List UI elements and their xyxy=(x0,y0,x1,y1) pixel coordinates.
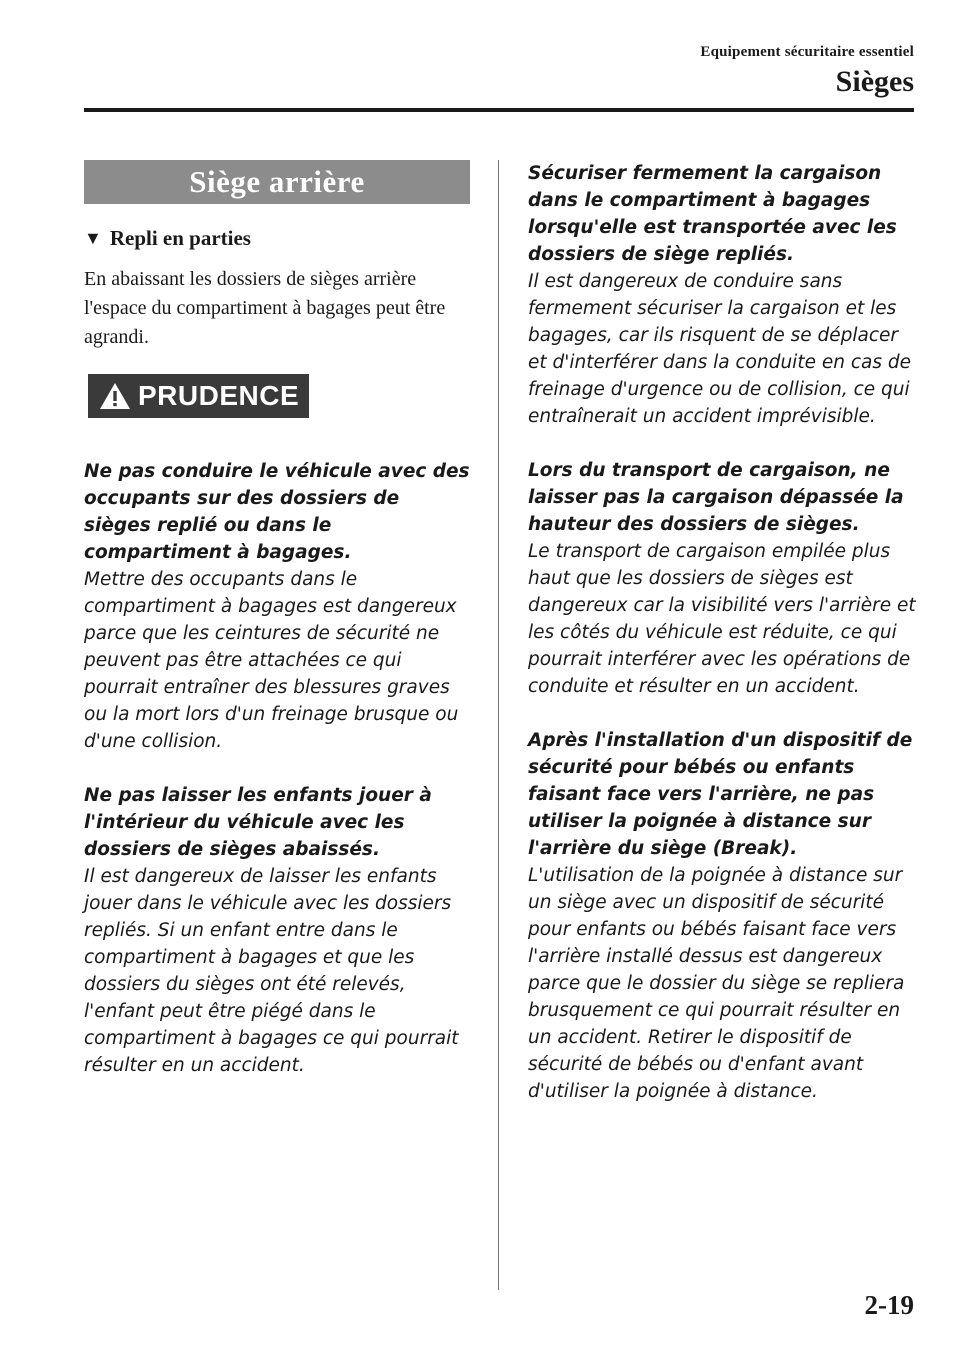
warning-block xyxy=(528,727,916,1105)
warning-body: Il est dangereux de conduire sans fermement sécuriser la cargaison et les bagages, car ils risquent de se déplacer et d'interférer dans la conduite en cas de freinage d'urgence ou de collision, ce qui entraînerait un accident imprévisible. xyxy=(528,271,911,427)
prudence-label: PRUDENCE xyxy=(138,380,300,411)
warning-title: Ne pas laisser les enfants jouer à l'intérieur du véhicule avec les dossiers de sièges abaissés. xyxy=(84,785,432,860)
header-rule xyxy=(84,108,914,112)
intro-paragraph: En abaissant les dossiers de sièges arrière l'espace du compartiment à bagages peut être agrandi. xyxy=(84,268,446,348)
header-chapter: Equipement sécuritaire essentiel xyxy=(700,44,914,60)
warning-title: Sécuriser fermement la cargaison dans le compartiment à bagages lorsqu'elle est transportée avec les dossiers de siège repliés. xyxy=(528,163,897,265)
warning-triangle-icon xyxy=(98,381,132,411)
warning-block xyxy=(84,458,470,755)
warning-body: Mettre des occupants dans le compartiment à bagages est dangereux parce que les ceintures de sécurité ne peuvent pas être attachées ce qui pourrait entraîner des blessures graves ou la mort lors d'un freinage brusque ou d'une collision. xyxy=(84,569,459,752)
prudence-badge xyxy=(88,374,309,418)
column-divider xyxy=(498,160,499,1290)
left-column xyxy=(84,160,470,1079)
subheading xyxy=(84,226,470,251)
warning-title: Lors du transport de cargaison, ne laisser pas la cargaison dépassée la hauteur des dossiers de sièges. xyxy=(528,460,904,535)
warning-body: Le transport de cargaison empilée plus haut que les dossiers de sièges est dangereux car la visibilité vers l'arrière et les côtés du véhicule est réduite, ce qui pourrait interférer avec les opérations de conduite et résulter en un accident. xyxy=(528,541,916,697)
warning-block xyxy=(528,457,916,700)
warning-body: Il est dangereux de laisser les enfants jouer dans le véhicule avec les dossiers repliés. Si un enfant entre dans le compartiment à bagages et que les dossiers du sièges ont été relevés, l'enfant peut être piégé dans le compartiment à bagages ce qui pourrait résulter en un accident. xyxy=(84,866,459,1076)
warning-body: L'utilisation de la poignée à distance sur un siège avec un dispositif de sécurité pour enfants ou bébés faisant face vers l'arrière installé dessus est dangereux parce que le dossier du siège se repliera brusquement ce qui pourrait résulter en un accident. Retirer le dispositif de sécurité de bébés ou d'enfant avant d'utiliser la poignée à distance. xyxy=(528,865,905,1102)
subheading-text: Repli en parties xyxy=(109,226,251,250)
warning-block xyxy=(84,782,470,1079)
page-header xyxy=(700,44,914,98)
header-section: Sièges xyxy=(835,65,914,98)
section-banner: Siège arrière xyxy=(84,160,470,204)
triangle-down-icon: ▼ xyxy=(84,228,102,248)
warning-title: Après l'installation d'un dispositif de sécurité pour bébés ou enfants faisant face vers l'arrière, ne pas utiliser la poignée à distance sur l'arrière du siège (Break). xyxy=(528,730,913,859)
warning-title: Ne pas conduire le véhicule avec des occupants sur des dossiers de sièges replié ou dans le compartiment à bagages. xyxy=(84,461,470,563)
right-column xyxy=(528,160,916,1105)
page-number: 2-19 xyxy=(864,1290,914,1320)
warning-block xyxy=(528,160,916,430)
